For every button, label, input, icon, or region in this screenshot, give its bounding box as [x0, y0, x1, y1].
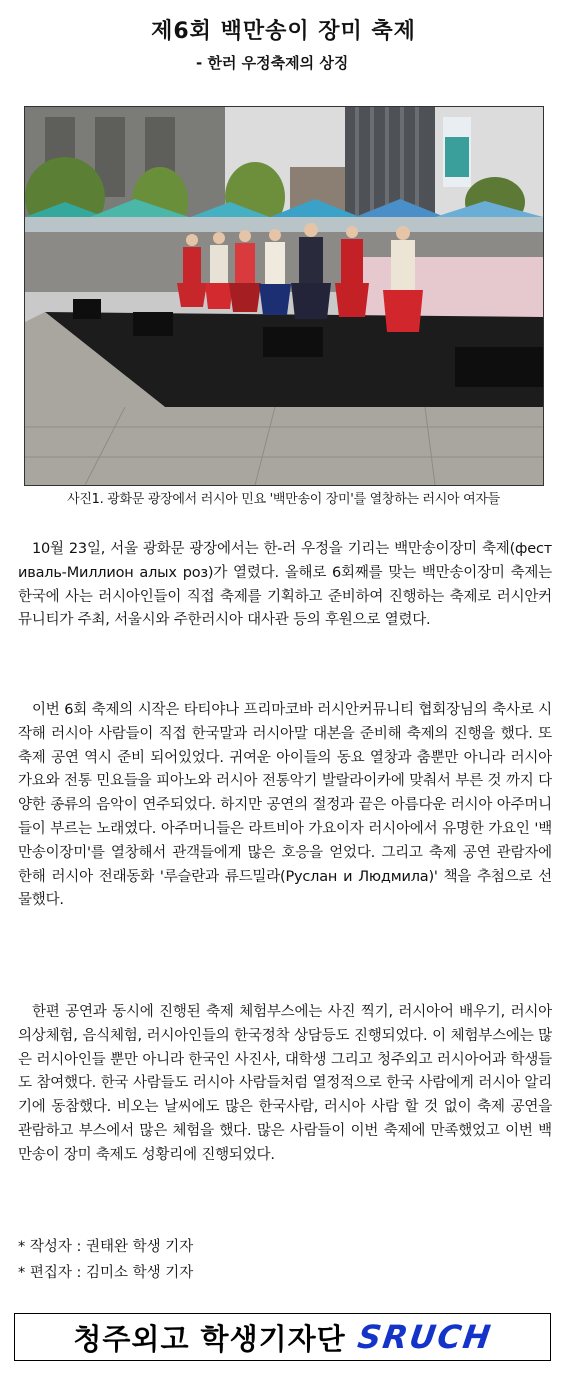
photo-caption: 사진1. 광화문 광장에서 러시아 민요 '백만송이 장미'를 열창하는 러시아 여자들 — [67, 492, 500, 507]
article-title: 제6회 백만송이 장미 축제 — [151, 19, 416, 44]
article-paragraph-3: 한편 공연과 동시에 진행된 축제 체험부스에는 사진 찍기, 러시아어 배우기, 러시아 의상체험, 음식체험, 러시아인들의 한국정착 상담등도 진행되었다. 이 체험부스에는 많은 러시아인들 뿐만 아니라 한국인 사진사, 대학생 그리고 청주외고 러시아어과 학생들도 참여했다. 한국 사람들도 러시아 사람들처럼 열정적으로 한국 사람에게 러시아 알리기에 동참했다. 비오는 날씨에도 많은 한국사람, 러시아 사람 할 것 없이 축제 공연을 관람하고 부스에서 많은 체험을 했다. 많은 사람들이 이번 축제에 만족했었고 이번 백만송이 장미 축제도 성황리에 진행되었다. — [18, 1004, 552, 1163]
reporter-club-banner — [14, 1313, 551, 1361]
writer-credit: * 작성자 : 권태완 학생 기자 — [18, 1239, 194, 1255]
article-paragraph-2: 이번 6회 축제의 시작은 타티야나 프리마코바 러시안커뮤니티 협회장님의 축사로 시작해 러시아 사람들이 직접 한국말과 러시아말 대본을 준비해 축제의 진행을 했다. 또 축제 공연 역시 준비 되어있었다. 귀여운 아이들의 동요 열창과 춤뿐만 아니라 러시아 가요와 전통 민요들을 피아노와 러시아 전통악기 발랄라이카에 맞춰서 부른 것 까지 다양한 종류의 음악이 연주되었다. 하지만 공연의 절정과 끝은 아름다운 러시아 아주머니들이 부르는 노래였다. 아주머니들은 라트비아 가요이자 러시아에서 유명한 가요인 '백만송이장미'를 열창해서 관객들에게 많은 호응을 얻었다. 그리고 축제 공연 관람자에 한해 러시아 전래동화 '루슬란과 류드밀라(Руслан и Людмила)' 책을 추첨으로 선물했다. — [18, 702, 552, 909]
sruch-logo: SRUCH — [354, 1318, 495, 1356]
editor-credit: * 편집자 : 김미소 학생 기자 — [18, 1265, 194, 1281]
banner-text: 청주외고 학생기자단 — [73, 1321, 346, 1356]
festival-photo — [24, 106, 544, 486]
article-subtitle: - 한러 우정축제의 상징 — [196, 54, 349, 72]
article-paragraph-1: 10월 23일, 서울 광화문 광장에서는 한-러 우정을 기리는 백만송이장미 축제(фестиваль-Миллион алых роз)가 열렸다. 올해로 6회째를 맞는 백만송이장미 축제는 한국에 사는 러시아인들이 직접 축제를 기획하고 준비하여 진행하는 축제로 러시안커뮤니티가 주최, 서울시와 주한러시아 대사관 등의 후원으로 열렸다. — [18, 541, 552, 629]
